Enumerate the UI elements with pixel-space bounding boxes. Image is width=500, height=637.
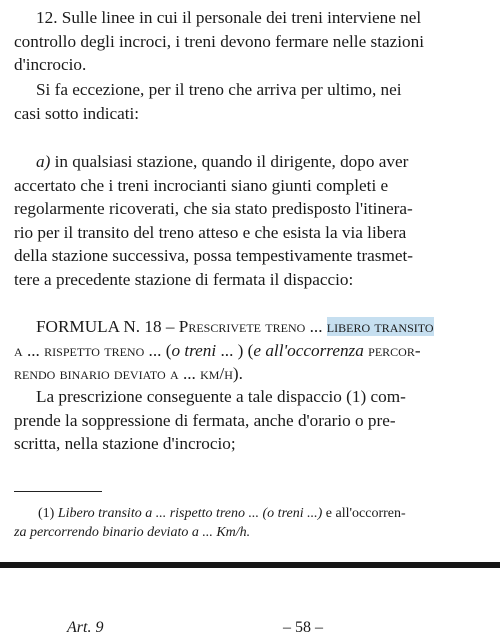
footnote-text: e all'occorren-	[322, 506, 406, 521]
paragraph-case-a	[14, 150, 486, 291]
text-line: accertato che i treni incrocianti siano giunti completi e	[14, 175, 389, 195]
text-line: prende la soppressione di fermata, anche d'orario o pre-	[14, 410, 396, 430]
footnote-line	[14, 504, 486, 523]
text-line: scritta, nella stazione d'incrocio;	[14, 434, 236, 453]
text-line: d'incrocio.	[14, 55, 87, 74]
text-line	[14, 315, 486, 339]
text-fragment: in qualsiasi stazione, quando il dirigente, dopo aver	[50, 152, 409, 171]
text-line	[14, 339, 486, 363]
text-line: La prescrizione conseguente a tale dispaccio (1) com-	[36, 387, 406, 406]
formula-label: FORMULA N. 18 –	[36, 317, 179, 336]
page-bottom-band	[0, 562, 500, 568]
text-line: casi sotto indicati:	[14, 103, 140, 123]
formula-18	[14, 315, 486, 386]
case-marker: a)	[36, 152, 51, 171]
formula-text: Prescrivete treno ...	[178, 317, 327, 336]
paragraph-exception	[14, 78, 486, 125]
article-label: Art. 9	[67, 619, 104, 636]
text-line: 12. Sulle linee in cui il personale dei treni interviene nel	[36, 8, 422, 27]
footnote-1	[14, 504, 486, 542]
footnote-number: (1)	[38, 506, 58, 521]
footnote-divider	[14, 491, 102, 492]
formula-text: percor-	[363, 340, 421, 360]
paragraph-12	[14, 6, 486, 77]
formula-text: ... ) (	[216, 340, 254, 360]
formula-italic: o treni	[171, 340, 217, 360]
text-line: controllo degli incroci, i treni devono fermare nelle stazioni	[14, 31, 424, 51]
paragraph-prescription	[14, 385, 486, 456]
footnote-line: za percorrendo binario deviato a ... Km/h.	[14, 525, 251, 540]
formula-italic: e all'occorrenza	[253, 340, 364, 360]
text-line: rendo binario deviato a ... km/h).	[14, 364, 243, 383]
text-line: della stazione successiva, possa tempestivamente trasmet-	[14, 246, 413, 265]
page-number: – 58 –	[283, 619, 323, 636]
text-line: rio per il transito del treno atteso e che esista la via libera	[14, 222, 407, 242]
footnote-italic: Libero transito a ... rispetto treno ... (o treni ...)	[57, 506, 323, 521]
highlighted-text[interactable]: libero transito	[326, 317, 434, 336]
formula-text: a ... rispetto treno ... (	[14, 340, 172, 360]
text-line: tere a precedente stazione di fermata il dispaccio:	[14, 269, 354, 289]
text-line	[14, 150, 486, 174]
text-line: regolarmente ricoverati, che sia stato predisposto l'itinera-	[14, 199, 413, 218]
text-line: Si fa eccezione, per il treno che arriva per ultimo, nei	[36, 80, 402, 99]
